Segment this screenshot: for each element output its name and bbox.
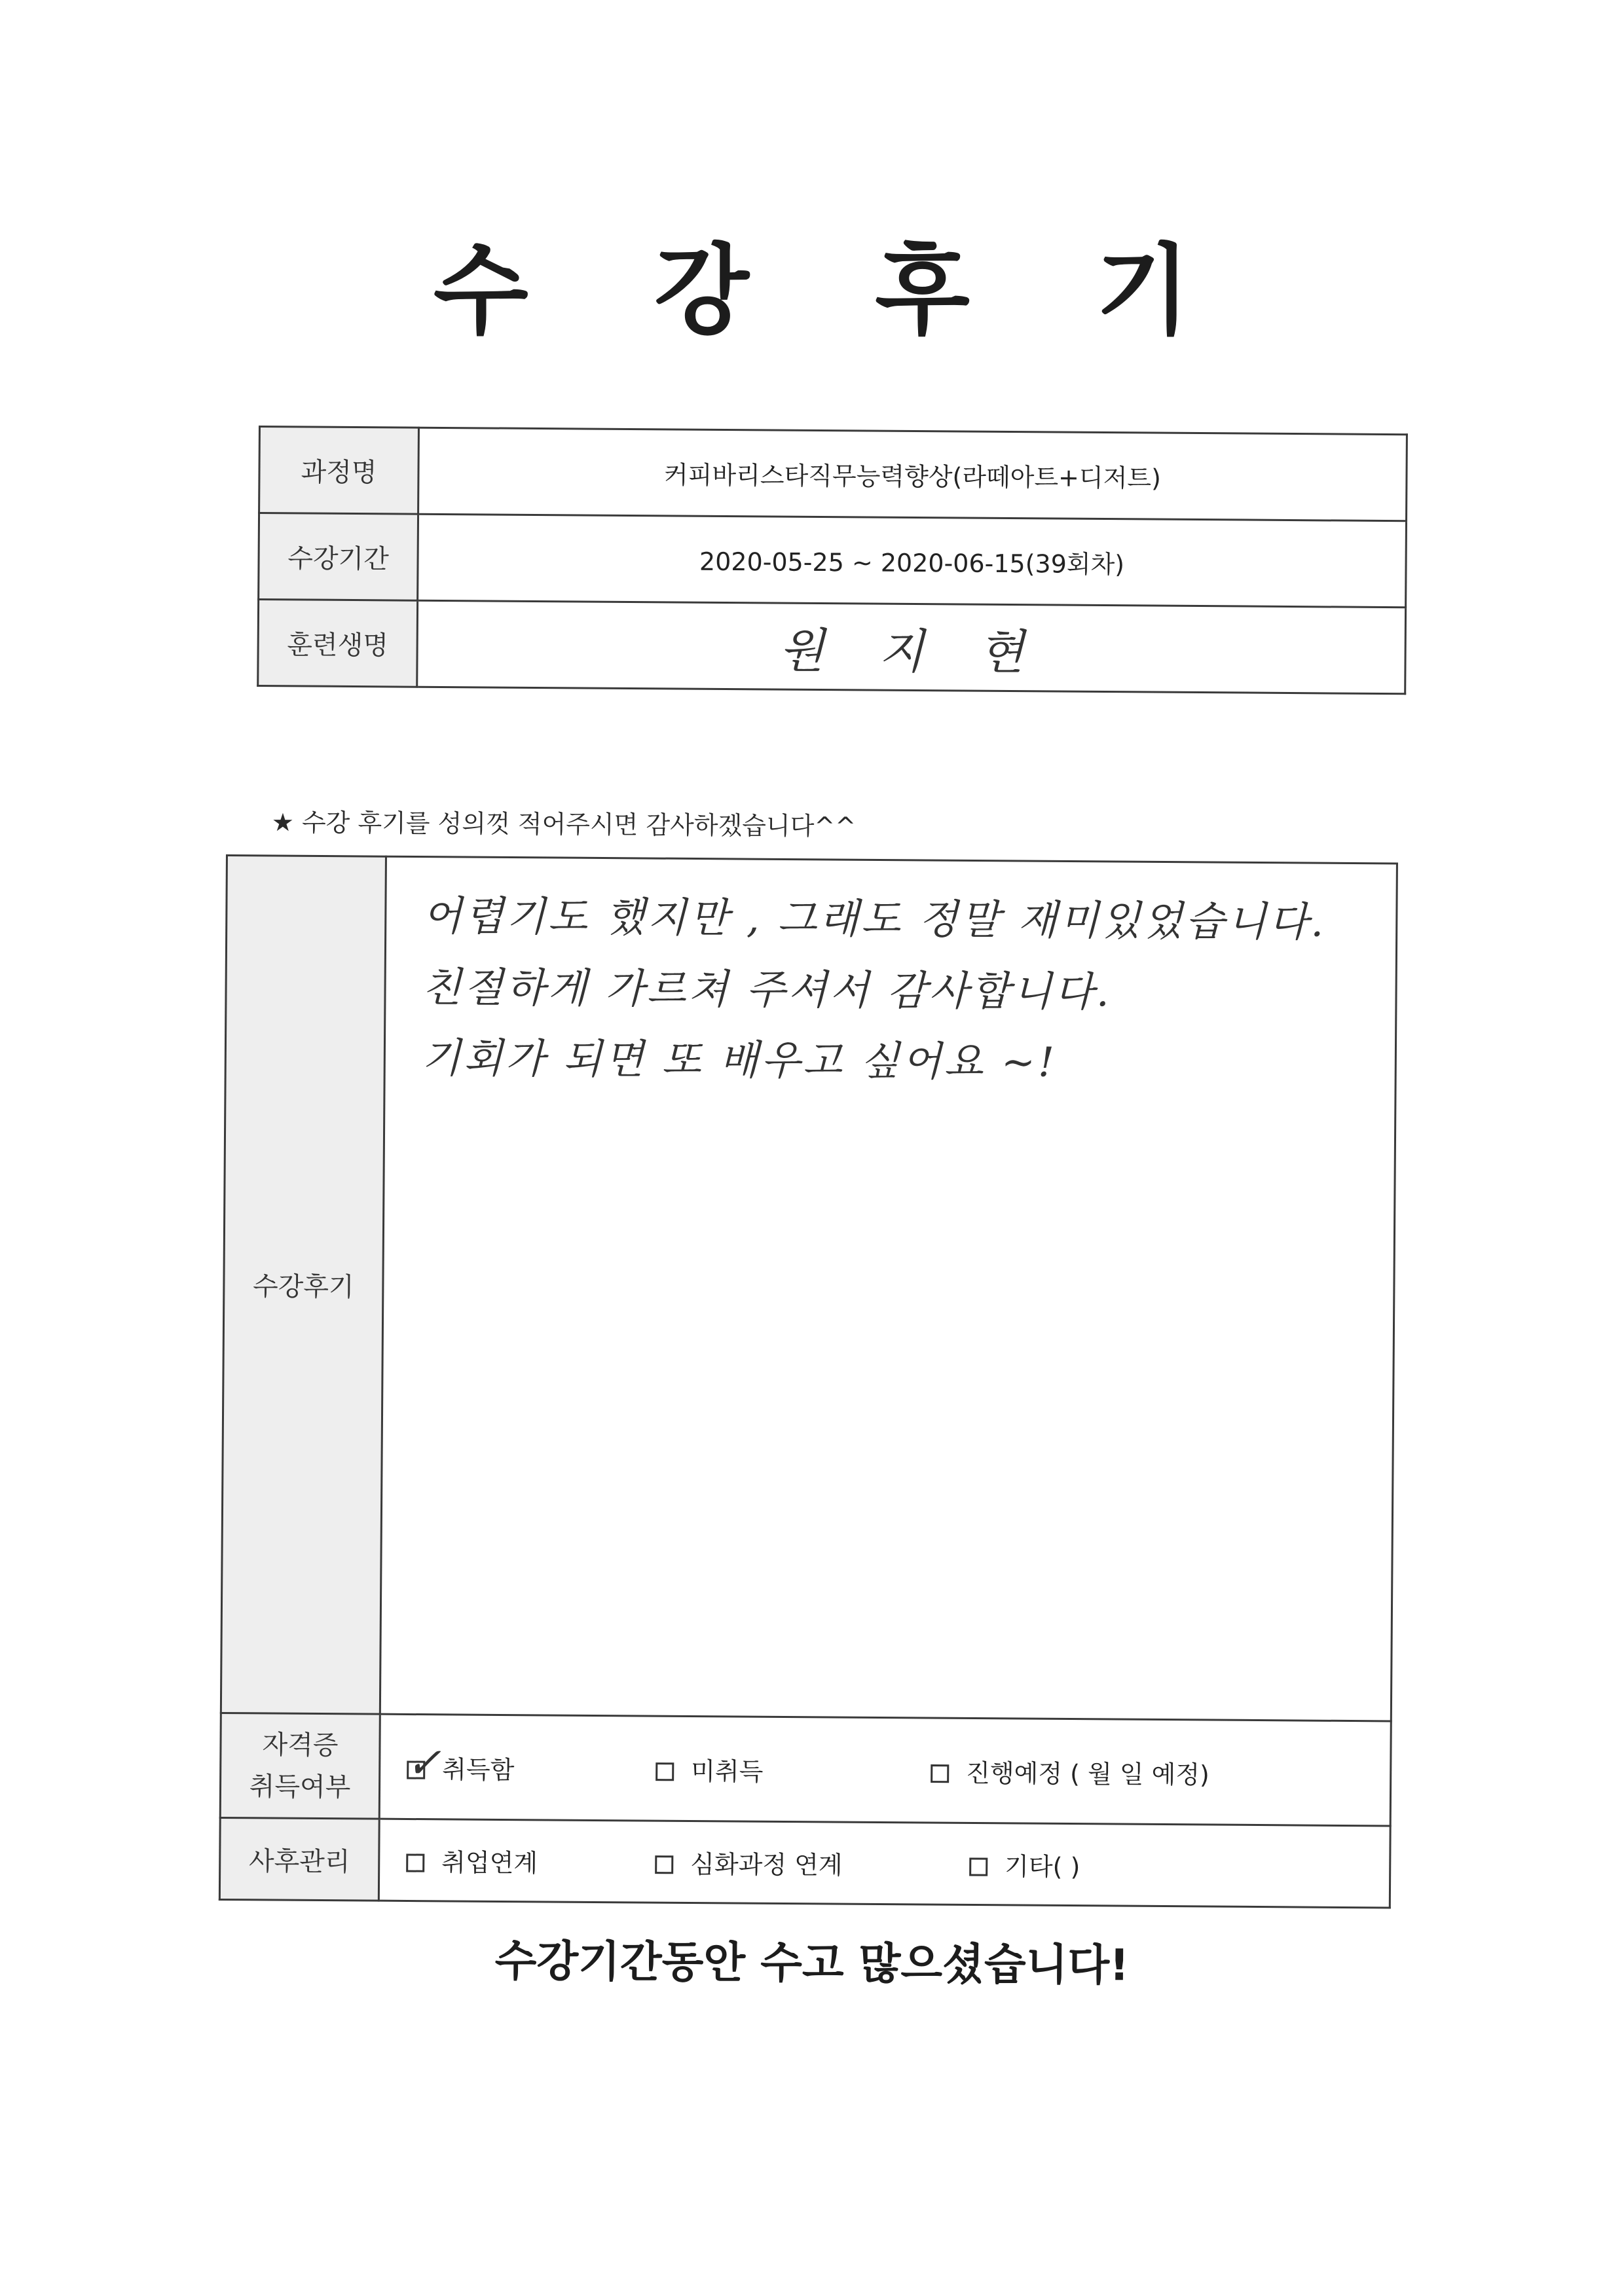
- option-acquired-label: 취득함: [442, 1755, 515, 1785]
- course-label: 과정명: [259, 427, 419, 515]
- course-info-table: [257, 426, 1408, 695]
- option-not-acquired[interactable]: [655, 1751, 764, 1787]
- review-line: 어렵기도 했지만 , 그래도 정말 재미있었습니다.: [422, 892, 1327, 946]
- option-employment[interactable]: [406, 1842, 538, 1878]
- certificate-row: [220, 1713, 1391, 1825]
- closing-message: 수강기간동안 수고 많으셨습니다!: [494, 1935, 1130, 1991]
- aftercare-label: 사후관리: [219, 1817, 379, 1901]
- period-label: 수강기간: [259, 513, 418, 601]
- certificate-label-line2: 취득여부: [249, 1771, 351, 1802]
- aftercare-options: [378, 1819, 1390, 1908]
- trainee-row: [258, 600, 1406, 694]
- trainee-label: 훈련생명: [258, 600, 418, 687]
- checkbox-planned[interactable]: [931, 1764, 949, 1783]
- checkbox-employment[interactable]: [406, 1853, 424, 1872]
- option-planned[interactable]: [931, 1753, 1209, 1791]
- review-line: 친절하게 가르쳐 주셔서 감사합니다.: [422, 962, 1113, 1015]
- checkmark-icon: ✓: [406, 1738, 442, 1788]
- review-label: 수강후기: [221, 856, 386, 1715]
- review-row: [221, 856, 1397, 1721]
- certificate-label: [220, 1713, 380, 1819]
- certificate-options: [379, 1714, 1391, 1826]
- option-planned-label: 진행예정 ( 월 일 예정): [966, 1758, 1210, 1789]
- page-title: 수 강 후 기: [433, 234, 1237, 348]
- trainee-name: 원 지 현: [779, 623, 1044, 680]
- option-acquired[interactable]: [406, 1738, 515, 1788]
- course-value: 커피바리스타직무능력향상(라떼아트+디저트): [418, 428, 1407, 521]
- notice-text: ★ 수강 후기를 성의껏 적어주시면 감사하겠습니다^^: [271, 807, 857, 841]
- checkbox-advanced[interactable]: [655, 1855, 673, 1874]
- period-value: 2020-05-25 ~ 2020-06-15(39회차): [418, 514, 1407, 608]
- trainee-name-cell: [417, 600, 1406, 694]
- course-row: [259, 427, 1407, 521]
- option-advanced[interactable]: [655, 1844, 843, 1881]
- option-advanced-label: 심화과정 연계: [690, 1850, 843, 1880]
- checkbox-acquired[interactable]: [406, 1738, 442, 1788]
- certificate-label-line1: 자격증: [262, 1729, 339, 1760]
- option-other[interactable]: [969, 1846, 1080, 1882]
- review-text: [380, 856, 1397, 1721]
- option-not-acquired-label: 미취득: [691, 1756, 764, 1786]
- checkbox-not-acquired[interactable]: [655, 1762, 674, 1781]
- aftercare-row: [219, 1817, 1390, 1907]
- checkbox-other[interactable]: [969, 1857, 987, 1876]
- review-line: 기회가 되면 또 배우고 싶어요 ~!: [421, 1034, 1058, 1086]
- option-other-label: 기타( ): [1005, 1851, 1080, 1882]
- option-employment-label: 취업연계: [441, 1848, 538, 1878]
- review-table: [219, 854, 1398, 1908]
- period-row: [259, 513, 1407, 608]
